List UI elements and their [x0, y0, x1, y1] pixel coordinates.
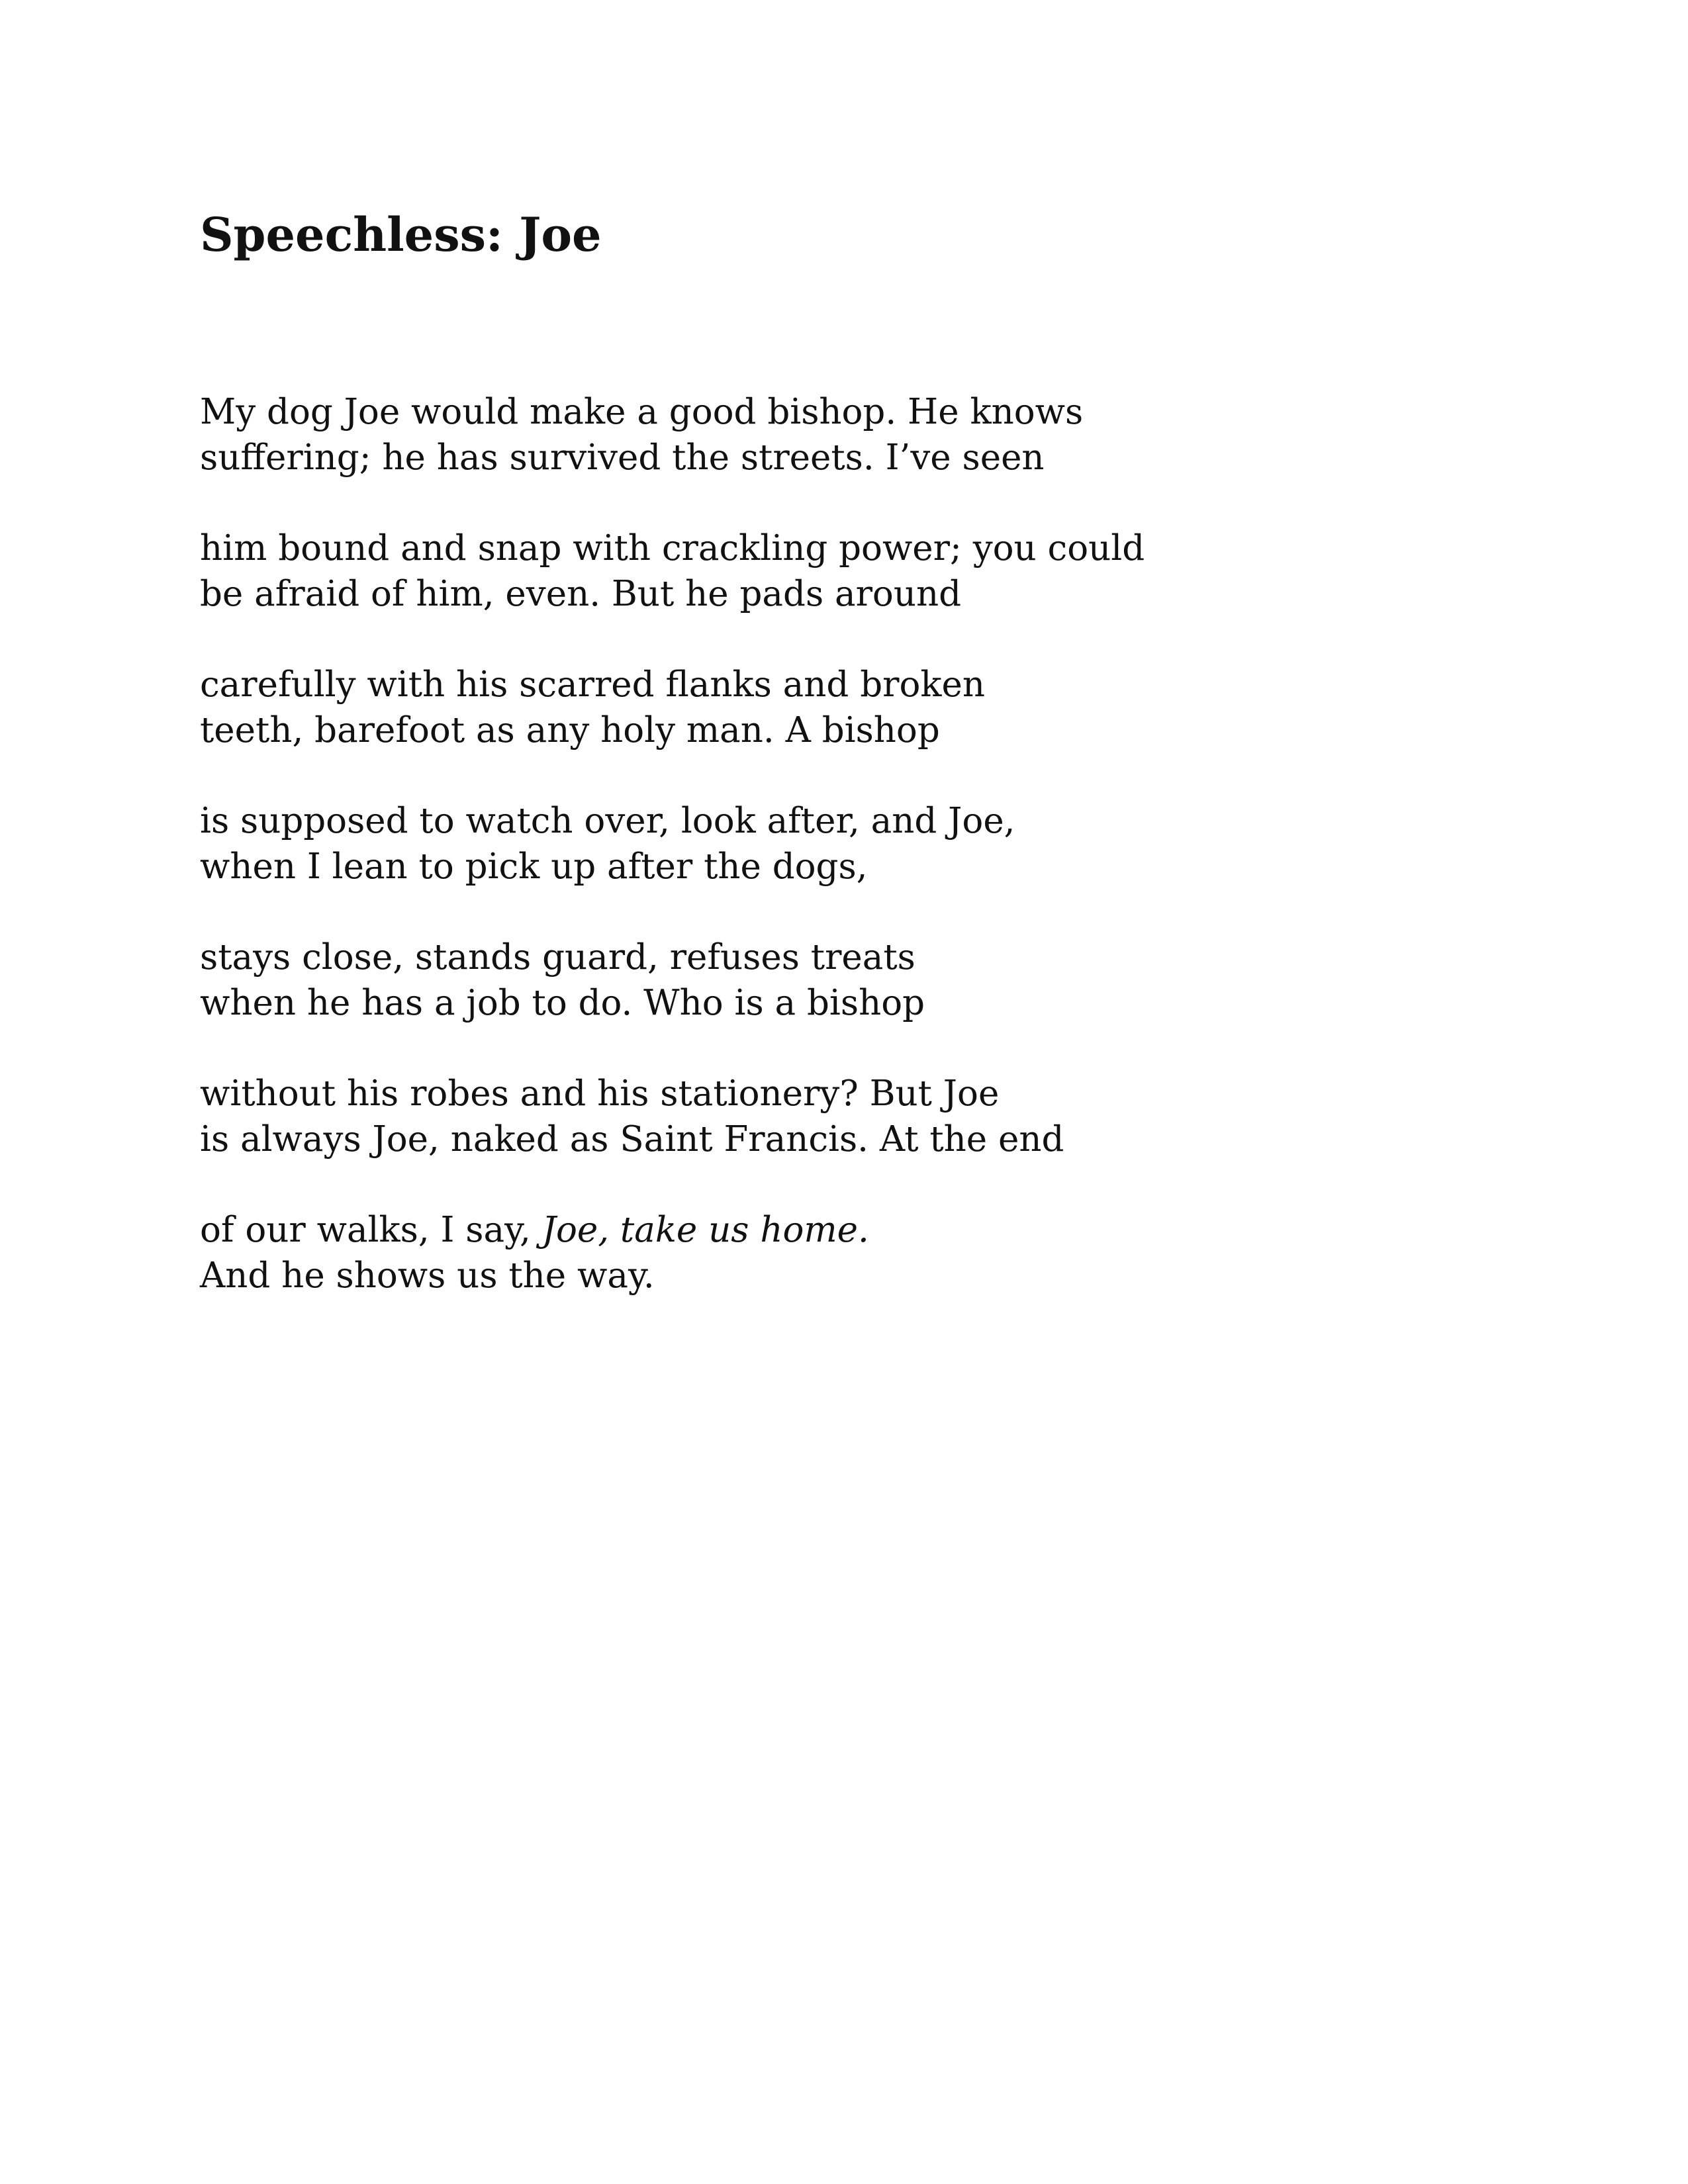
stanza-2 — [200, 525, 1524, 617]
stanza-6 — [200, 1071, 1524, 1162]
poem-line — [200, 1207, 1524, 1253]
poem-line: And he shows us the way. — [200, 1255, 655, 1296]
poem-line: stays close, stands guard, refuses treats — [200, 937, 915, 978]
poem-line: without his robes and his stationery? But Joe — [200, 1073, 1000, 1114]
poem-line: My dog Joe would make a good bishop. He knows — [200, 392, 1084, 432]
poem-line: is always Joe, naked as Saint Francis. At the end — [200, 1119, 1064, 1160]
stanza-3 — [200, 662, 1524, 753]
stanza-1 — [200, 389, 1524, 480]
poem-line: when I lean to pick up after the dogs, — [200, 846, 868, 887]
poem-line: be afraid of him, even. But he pads around — [200, 574, 962, 614]
poem-body — [200, 389, 1524, 1343]
stanza-7 — [200, 1207, 1524, 1298]
poem-title: Speechless: Joe — [200, 207, 602, 262]
stanza-4 — [200, 798, 1524, 889]
poem-line: suffering; he has survived the streets. I’ve seen — [200, 437, 1045, 478]
poem-line: when he has a job to do. Who is a bishop — [200, 983, 925, 1023]
poem-line: him bound and snap with crackling power; you could — [200, 528, 1145, 569]
poem-line: is supposed to watch over, look after, and Joe, — [200, 801, 1015, 841]
poem-line: carefully with his scarred flanks and broken — [200, 664, 985, 705]
stanza-5 — [200, 934, 1524, 1026]
poem-italic-quote: Joe, take us home. — [541, 1210, 869, 1250]
poem-line-text: of our walks, I say, — [200, 1210, 542, 1250]
poem-line: teeth, barefoot as any holy man. A bishop — [200, 710, 940, 751]
